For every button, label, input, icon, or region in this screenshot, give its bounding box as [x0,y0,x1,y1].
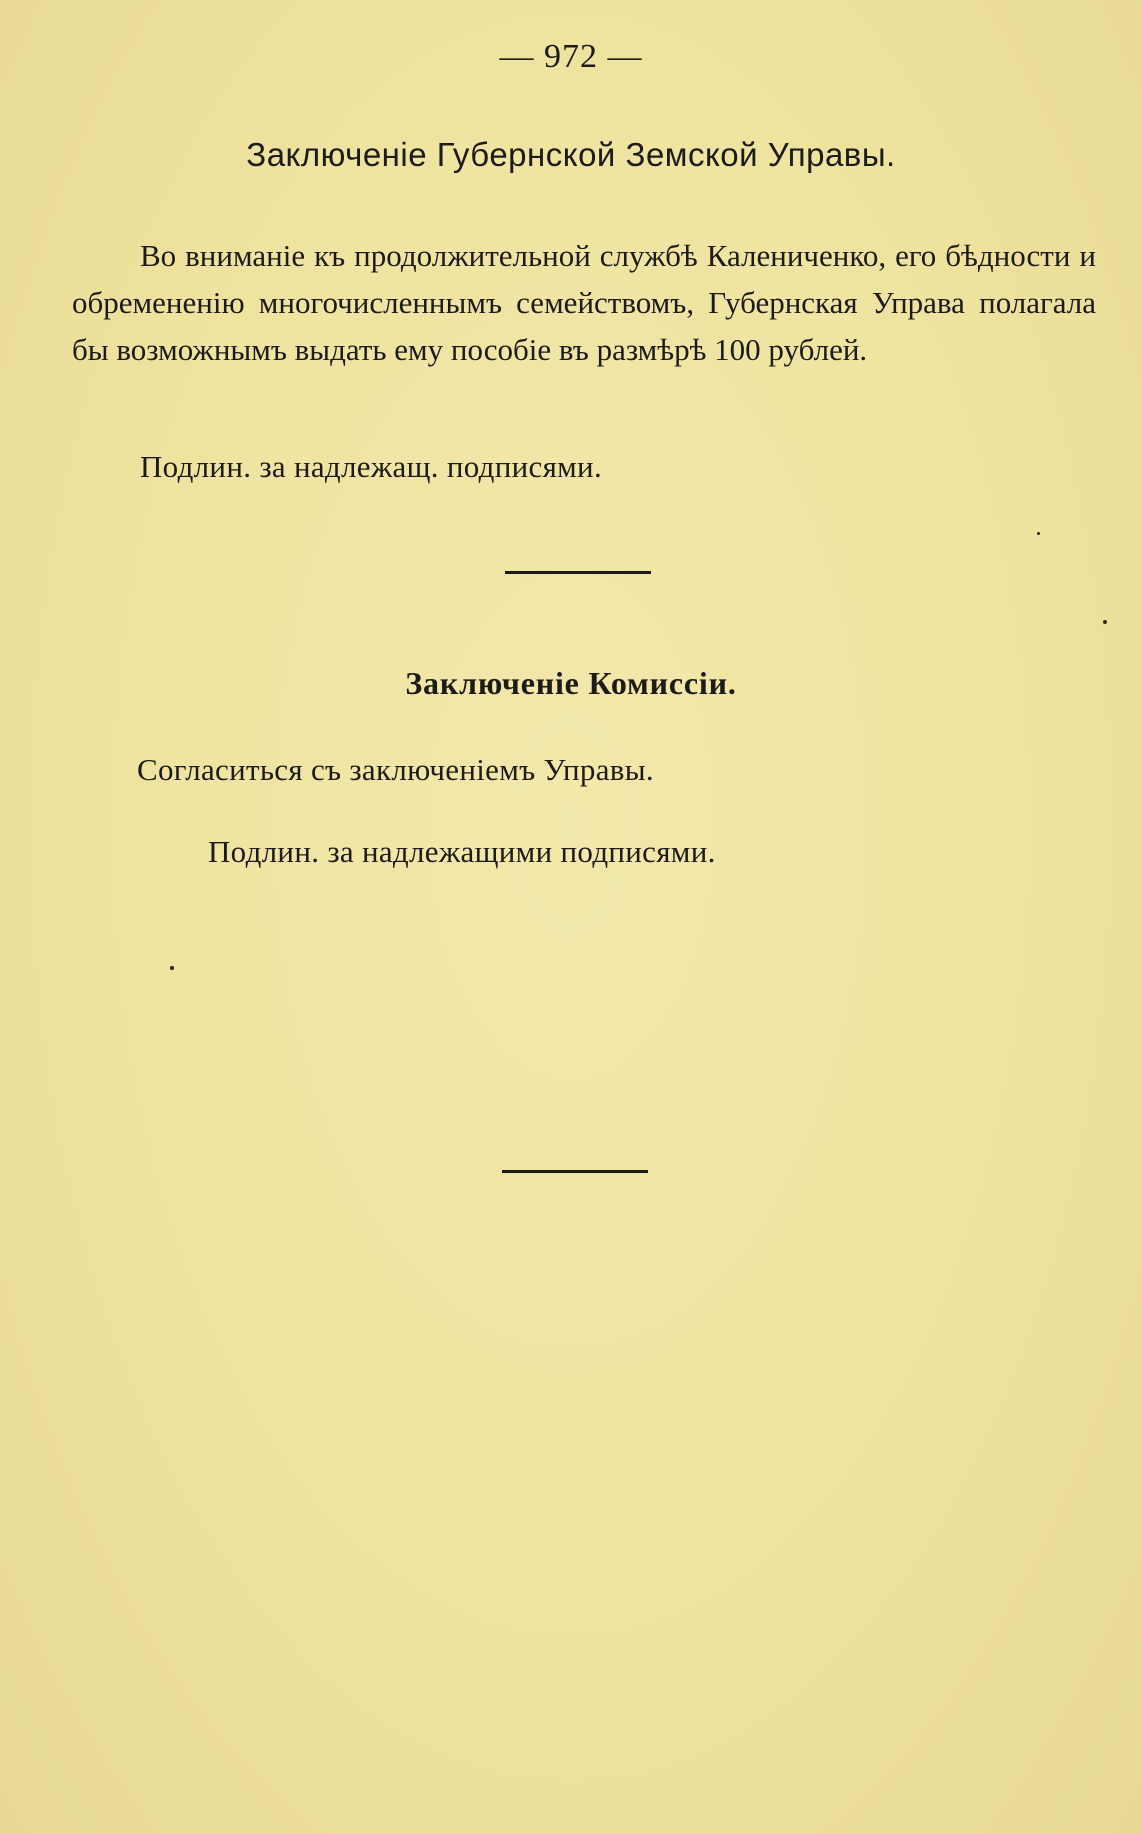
board-signatures-note: Подлин. за надлежащ. подписями. [140,449,602,484]
board-conclusion-heading: Заключеніе Губернской Земской Управы. [246,136,896,173]
page-number: — 972 — [499,38,643,75]
print-speck [170,966,174,970]
print-speck [1103,620,1107,624]
board-conclusion-paragraph: Во вниманіе къ продолжительной службѣ Калениченко, его бѣдности и обремененію многочисленнымъ семействомъ, Губернская Управа полагала бы возможнымъ выдать ему пособіе въ размѣрѣ 100 рублей. [72,238,1096,367]
commission-decision: Согласиться съ заключеніемъ Управы. [137,752,654,787]
commission-conclusion-heading: Заключеніе Комиссіи. [405,665,737,701]
section-divider [505,571,651,574]
end-divider [502,1170,648,1173]
commission-signatures-note: Подлин. за надлежащими подписями. [208,834,716,869]
print-speck [1037,532,1040,535]
